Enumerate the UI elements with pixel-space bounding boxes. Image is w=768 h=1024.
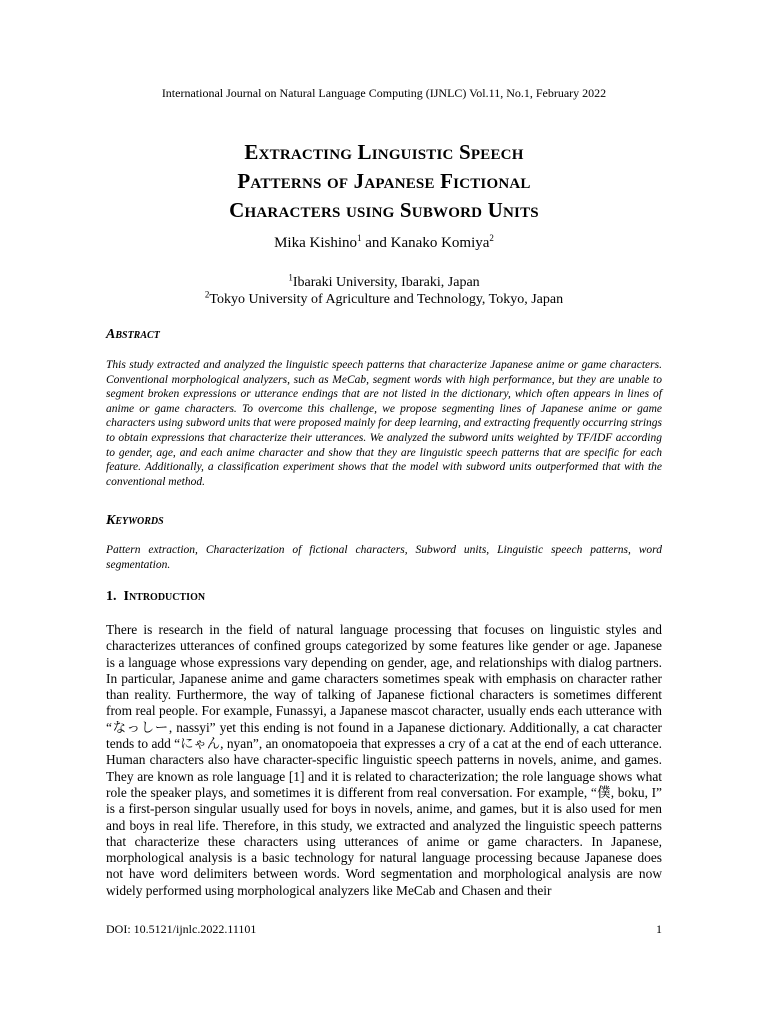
author-name-1: Mika Kishino [274, 235, 357, 251]
paper-title [60, 138, 708, 225]
affiliations [0, 274, 768, 308]
affiliation-2 [0, 291, 768, 308]
affiliation-text-1: Ibaraki University, Ibaraki, Japan [292, 275, 480, 290]
author-affiliation-mark-1: 1 [357, 233, 362, 243]
introduction-text: There is research in the field of natural language processing that focuses on linguistic styles and characterizes utterances of confined groups categorized by some features like gender or age. Japanese is a language whose expressions vary depending on gender, age, and relationships with dialog partners. In particular, Japanese anime and game characters sometimes speak with emphasis on character rather than reality. Furthermore, the way of talking of Japanese fictional characters is sometimes different from real people. For example, Funassyi, a Japanese mascot character, usually ends each utterance with “なっしー, nassyi” yet this ending is not found in a Japanese dictionary. Additionally, a cat character tends to add “にゃん, nyan”, an onomatopoeia that expresses a cry of a cat at the end of each utterance. Human characters also have character-specific linguistic speech patterns in novels, anime, and games. They are known as role language [1] and it is related to characterization; the role language shows what role the speaker plays, and sometimes it is different from real conversation. For example, “僕, boku, I” is a first-person singular usually used for boys in novels, anime, and games, but it is also used for men and boys in real life. Therefore, in this study, we extracted and analyzed the linguistic speech patterns that characterize these characters using utterances of anime or game characters. In Japanese, morphological analysis is a basic technology for natural language processing because Japanese does not have word delimiters between words. Word segmentation and morphological analysis are now widely performed using morphological analyzers like MeCab and Chasen and their [106, 622, 662, 898]
journal-header: International Journal on Natural Language Computing (IJNLC) Vol.11, No.1, February 2022 [161, 86, 607, 100]
affiliation-mark-1: 1 [288, 272, 293, 283]
doi-footer: DOI: 10.5121/ijnlc.2022.11101 [106, 922, 257, 936]
affiliation-text-2: Tokyo University of Agriculture and Technology, Tokyo, Japan [209, 292, 564, 307]
affiliation-mark-2: 2 [204, 289, 210, 300]
author-affiliation-mark-2: 2 [489, 233, 494, 243]
title-line-1: Extracting Linguistic Speech [244, 140, 524, 164]
keywords-text: Pattern extraction, Characterization of fictional characters, Subword units, Linguistic speech patterns, word segmentation. [106, 544, 662, 571]
section-title: Introduction [123, 589, 206, 604]
affiliation-1 [0, 274, 768, 291]
author-conjunction: and [361, 235, 391, 251]
author-list [0, 235, 768, 252]
title-line-2: Patterns of Japanese Fictional [237, 169, 531, 193]
abstract-heading: Abstract [106, 327, 160, 342]
keywords-heading: Keywords [106, 513, 164, 528]
section-number: 1. [106, 589, 117, 604]
introduction-heading [106, 589, 205, 605]
title-line-3: Characters using Subword Units [229, 198, 539, 222]
page-number: 1 [656, 922, 662, 936]
author-name-2: Kanako Komiya [390, 235, 490, 251]
abstract-text: This study extracted and analyzed the linguistic speech patterns that characterize Japanese anime or game characters. Conventional morphological analyzers, such as MeCab, segment words with high performance, but they are unable to segment broken expressions or utterance endings that are not listed in the dictionary, which often appears in lines of anime or game characters. To overcome this challenge, we propose segmenting lines of Japanese anime or game characters using subword units that were proposed mainly for deep learning, and extracting frequently occurring strings to obtain expressions that characterize their utterances. We analyzed the subword units weighted by TF/IDF according to gender, age, and each anime character and show that they are linguistic speech patterns that are specific for each feature. Additionally, a classification experiment shows that the model with subword units outperformed that with the conventional method. [106, 359, 662, 488]
